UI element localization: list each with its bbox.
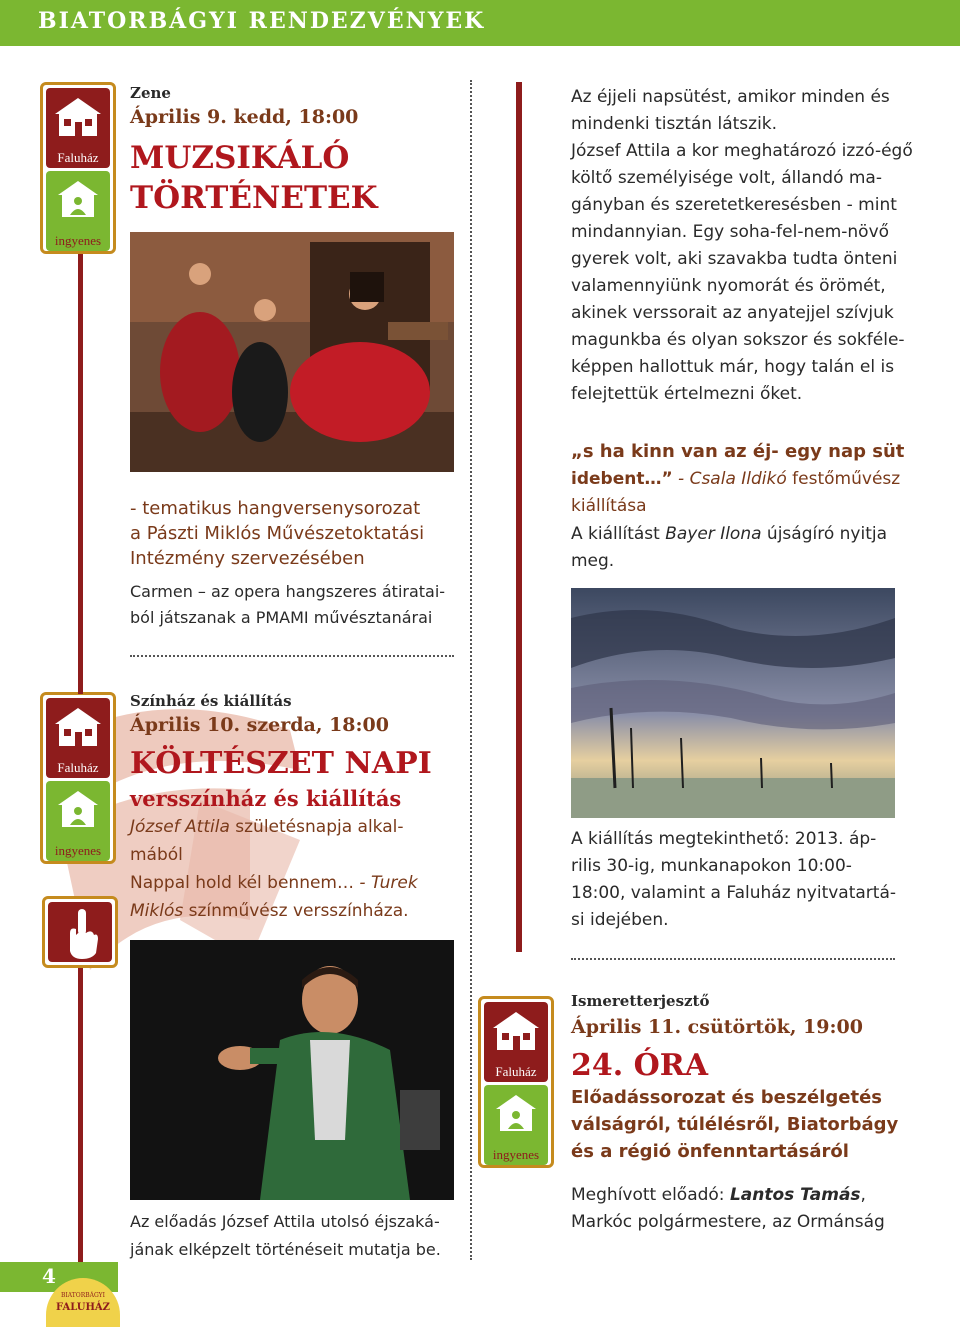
exhibit-title-line2: [571, 466, 900, 493]
faluhaz-label: Faluház: [57, 760, 99, 775]
event1-badge-top: [46, 88, 110, 168]
event1-bottom-dotted-divider: [130, 655, 454, 657]
page-number: 4: [42, 1264, 56, 1288]
event3-speaker-name: Lantos Tamás: [729, 1185, 861, 1205]
event3-sub-line2: válságról, túlélésről, Biatorbágy: [571, 1114, 899, 1135]
event3-speaker-rest: ,: [860, 1185, 866, 1205]
event3-sub-line1: Előadássorozat és beszélgetés: [571, 1087, 883, 1108]
event2-line2: mából: [130, 845, 183, 865]
event1-date: Április 9. kedd, 18:00: [130, 106, 359, 128]
event2-subtitle: versszínház és kiállítás: [130, 786, 402, 811]
house-icon: [491, 1010, 541, 1052]
event2-badge: [40, 692, 116, 864]
carmen-stage-image: [130, 232, 454, 472]
ingyenes-label: ingyenes: [54, 843, 102, 858]
event3-date: Április 11. csütörtök, 19:00: [571, 1016, 863, 1038]
exhibit-title-line2b: - Csala Ildikó: [672, 469, 787, 489]
exhibit-opening-a: A kiállítást: [571, 524, 666, 544]
center-dotted-divider: [470, 80, 472, 1260]
page-header: [0, 0, 960, 46]
event1-desc-line1: - tematikus hangversenysorozat: [130, 498, 421, 519]
exhibit-title-line2a: idebent…”: [571, 469, 673, 489]
visit-line2: rilis 30-ig, munkanapokon 10:00-: [571, 856, 852, 876]
event3-speaker-line2: Markóc polgármestere, az Ormánság: [571, 1212, 885, 1232]
person-house-icon: [494, 1093, 538, 1133]
right-para-line3: József Attila a kor meghatározó izzó-égő: [571, 141, 913, 161]
header-title: BIATORBÁGYI RENDEZVÉNYEK: [38, 8, 486, 34]
ingyenes-label: ingyenes: [54, 233, 102, 248]
event3-title: 24. ÓRA: [571, 1048, 708, 1083]
event2-line4: [130, 898, 409, 925]
event2-line4-italic: Miklós: [130, 901, 184, 921]
left-divider-line-2: [78, 968, 83, 1264]
visit-line4: si idejében.: [571, 910, 669, 930]
house-icon: [53, 706, 103, 748]
event1-note-line2: ból játszanak a PMAMI művésztanárai: [130, 608, 433, 627]
event1-category: Zene: [130, 84, 171, 102]
event3-category: Ismeretterjesztő: [571, 992, 710, 1010]
right-para-line6: mindannyian. Egy soha-fel-nem-növő: [571, 222, 890, 242]
house-icon: [53, 96, 103, 138]
actor-performance-image: [130, 940, 454, 1200]
exhibit-painting: [571, 588, 895, 818]
right-para-line9: akinek verssorait az anyatejjel szívjuk: [571, 303, 894, 323]
event2-caption-line2: jának elképzelt történéseit mutatja be.: [130, 1240, 441, 1259]
event2-line4-rest: színművész versszínháza.: [183, 901, 409, 921]
right-para-line12: felejtettük értelmezni őket.: [571, 384, 803, 404]
person-house-icon: [56, 789, 100, 829]
event2-date: Április 10. szerda, 18:00: [130, 714, 389, 736]
visit-line3: 18:00, valamint a Faluház nyitvatartá-: [571, 883, 897, 903]
event2-line1-italic: József Attila: [130, 817, 230, 837]
reservation-badge-inner: [48, 902, 112, 962]
right-para-line8: valamennyiünk nyomorát és örömét,: [571, 276, 886, 296]
hand-icon: [62, 907, 102, 961]
logo-small-text: BIATORBÁGYI: [61, 1292, 105, 1299]
faluhaz-label: Faluház: [57, 150, 99, 165]
exhibit-line3: kiállítása: [571, 496, 647, 516]
event2-line3: [130, 870, 418, 897]
event3-sub-line3: és a régió önfenntartásáról: [571, 1141, 849, 1162]
event2-badge-top: [46, 698, 110, 778]
right-para-line10: magunkba és olyan sokszor és sokféle-: [571, 330, 905, 350]
ingyenes-label: ingyenes: [492, 1147, 540, 1162]
right-para-line4: költő személyisége volt, állandó ma-: [571, 168, 882, 188]
exhibit-opening-name: Bayer Ilona: [665, 524, 762, 544]
right-para-line11: képpen hallottuk már, hogy talán el is: [571, 357, 895, 377]
event2-line1: [130, 814, 404, 841]
reservation-badge: [42, 896, 118, 968]
exhibit-opening-line: [571, 521, 887, 548]
event1-title-line2: TÖRTÉNETEK: [130, 180, 378, 216]
event2-title: KÖLTÉSZET NAPI: [130, 746, 432, 781]
exhibit-opening-c: meg.: [571, 551, 615, 571]
left-divider-line: [78, 254, 83, 694]
event1-desc-line2: a Pászti Miklós Művészetoktatási: [130, 523, 425, 544]
right-para-line5: gányban és szeretetkeresésben - mint: [571, 195, 897, 215]
event3-badge: [478, 996, 554, 1168]
right-column-red-line: [516, 82, 522, 952]
event2-caption-line1: Az előadás József Attila utolsó éjszaká-: [130, 1212, 440, 1231]
event2-line3-a: Nappal hold kél bennem…: [130, 873, 354, 893]
visit-line1: A kiállítás megtekinthető: 2013. áp-: [571, 829, 877, 849]
event3-speaker-line1: [571, 1182, 866, 1209]
event3-speaker-label: Meghívott előadó:: [571, 1185, 730, 1205]
event2-photo: [130, 940, 454, 1200]
event1-title-line1: MUZSIKÁLÓ: [130, 140, 350, 176]
exhibit-title-line2c: festőművész: [786, 469, 901, 489]
right-para-line2: mindenki tisztán látszik.: [571, 114, 778, 134]
event3-badge-top: [484, 1002, 548, 1082]
exhibit-title-line1: „s ha kinn van az éj- egy nap süt: [571, 441, 905, 462]
exhibit-opening-b: újságíró nyitja: [761, 524, 888, 544]
faluhaz-label: Faluház: [495, 1064, 537, 1079]
event2-category: Színház és kiállítás: [130, 692, 292, 710]
event2-line3-b: - Turek: [354, 873, 418, 893]
right-para-line1: Az éjjeli napsütést, amikor minden és: [571, 87, 890, 107]
sky-painting-image: [571, 588, 895, 818]
event1-badge: [40, 82, 116, 254]
event2-line1-rest: születésnapja alkal-: [229, 817, 404, 837]
event1-photo: [130, 232, 454, 472]
right-para-line7: gyerek volt, aki szavakba tudta önteni: [571, 249, 898, 269]
right-bottom-dotted-divider: [571, 958, 895, 960]
logo-big-text: FALUHÁZ: [56, 1302, 110, 1313]
event1-desc-line3: Intézmény szervezésében: [130, 548, 365, 569]
event1-note-line1: Carmen – az opera hangszeres átiratai-: [130, 582, 446, 601]
person-house-icon: [56, 179, 100, 219]
